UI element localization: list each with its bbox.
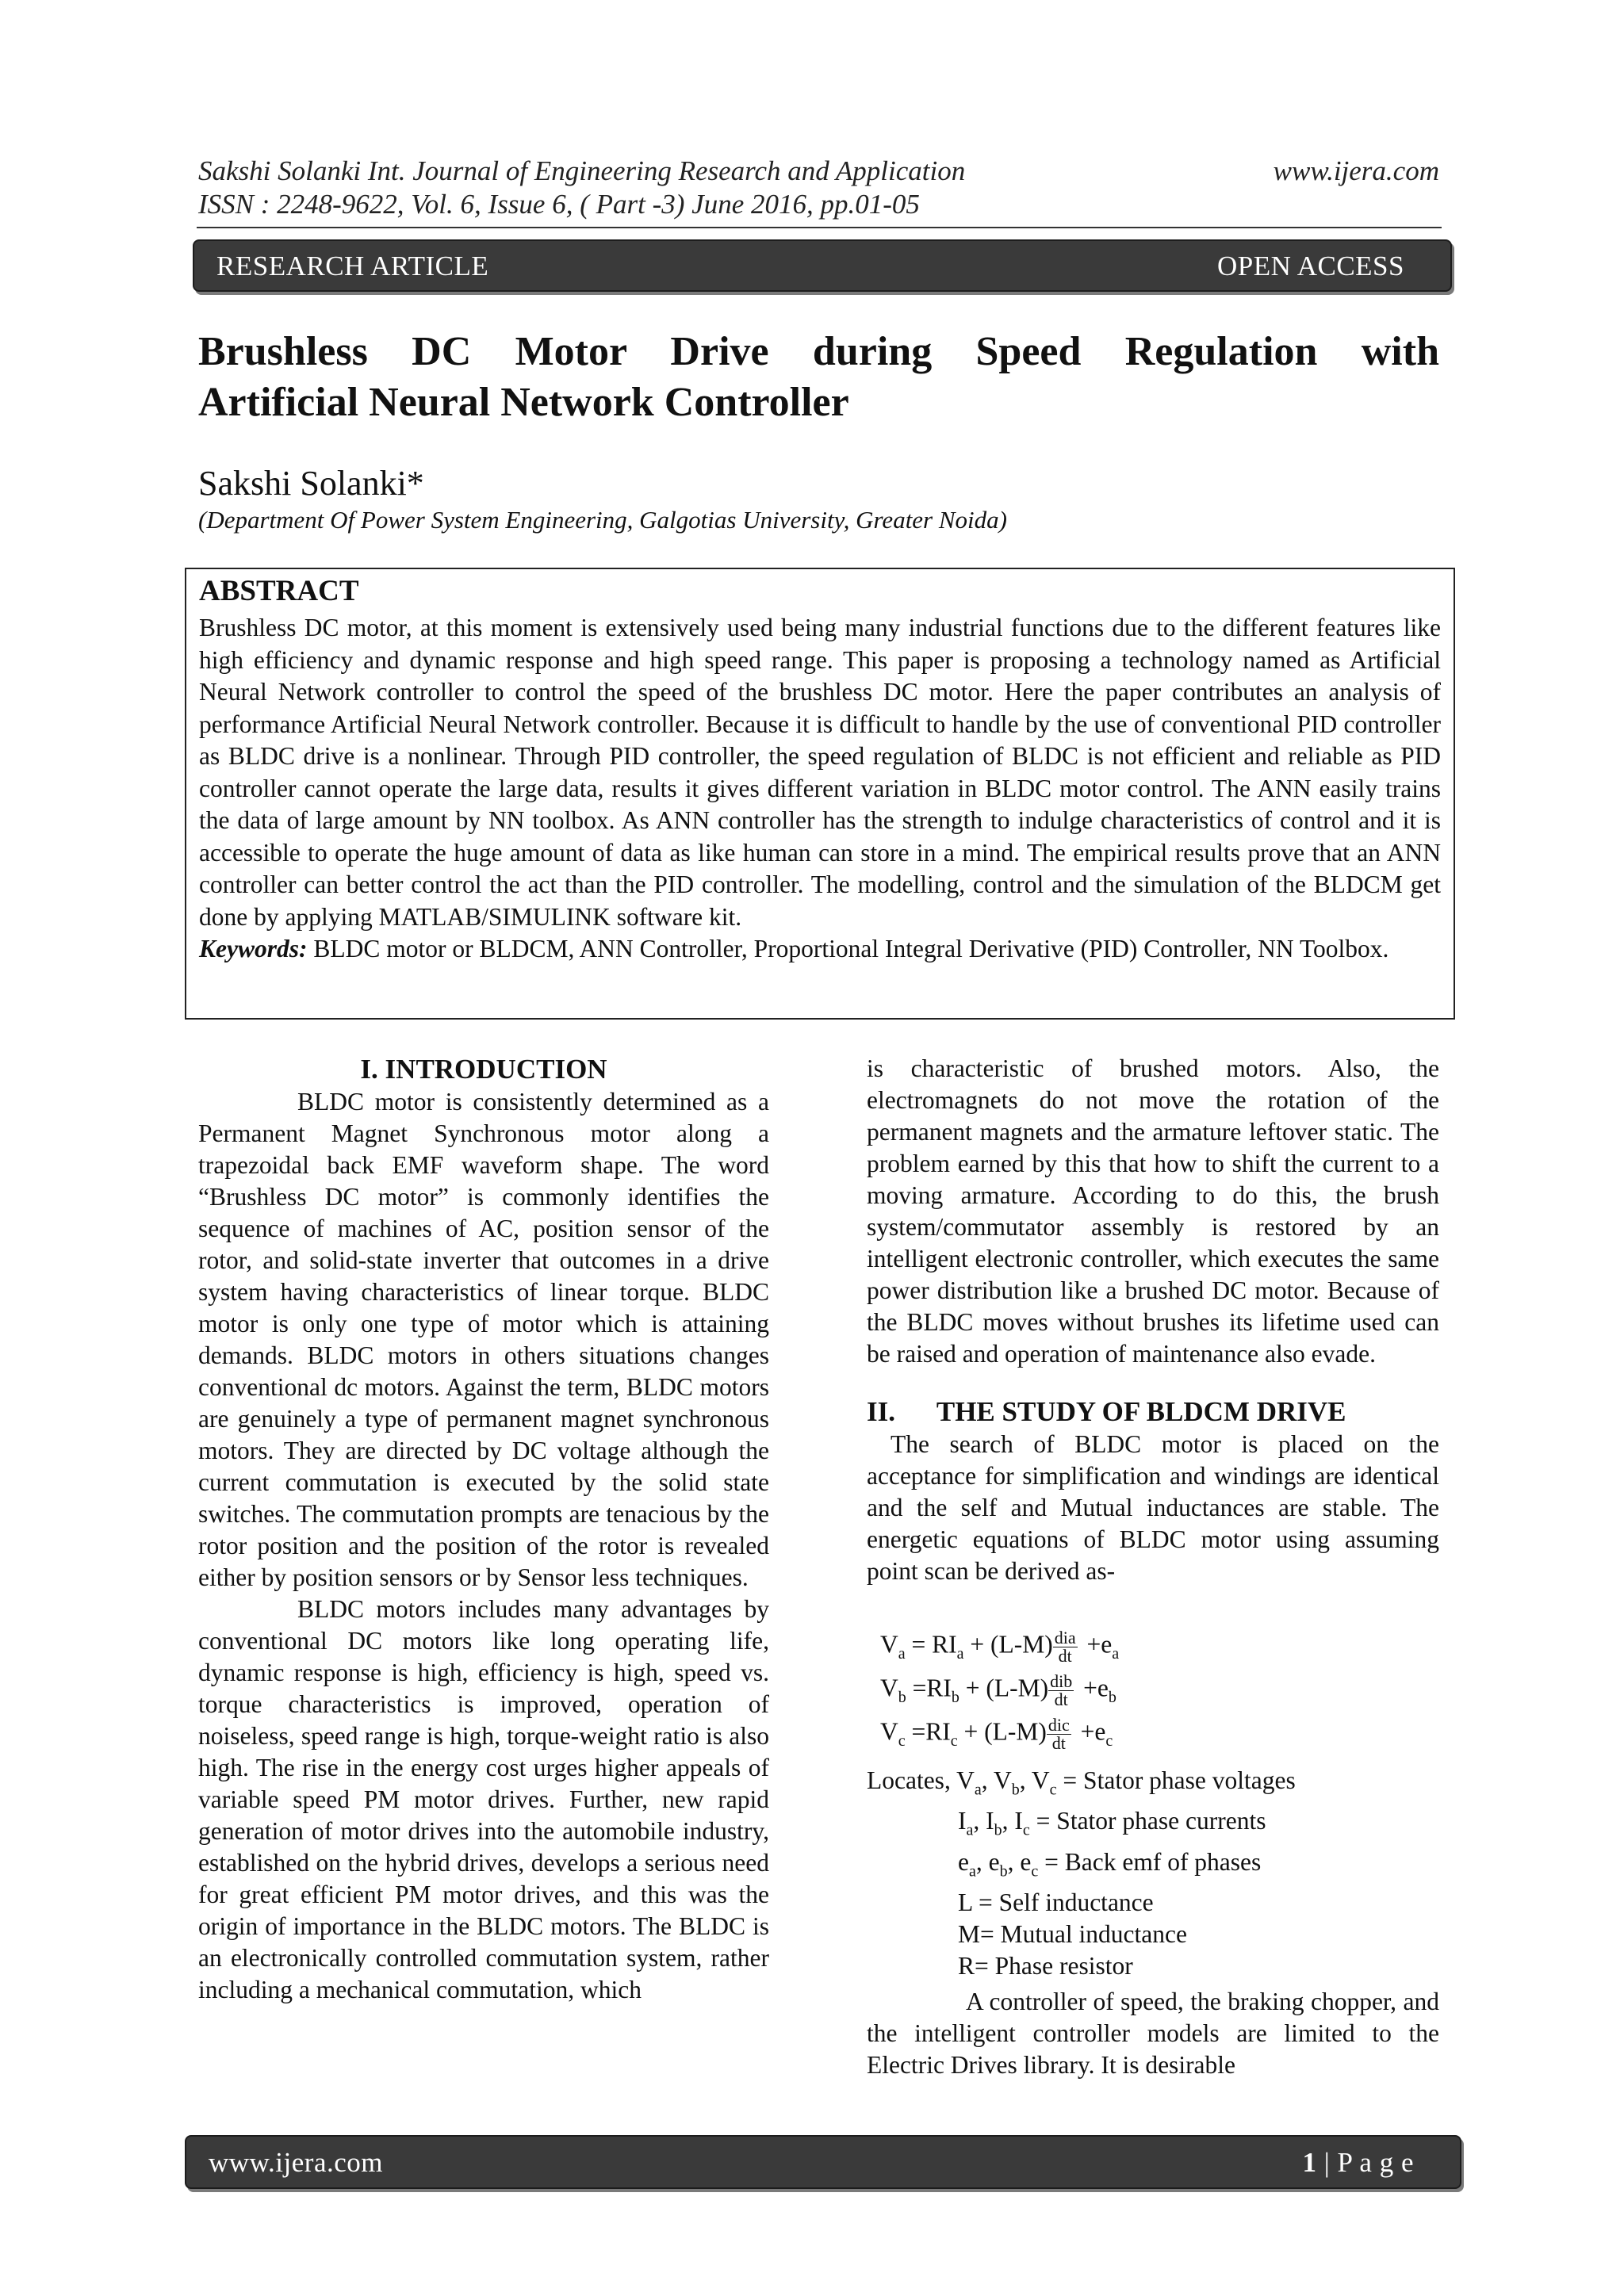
author-name: Sakshi Solanki* bbox=[198, 464, 424, 503]
variable-definitions bbox=[867, 1765, 1296, 1982]
section-1-heading: I. INTRODUCTION bbox=[360, 1054, 607, 1085]
research-article-label: RESEARCH ARTICLE bbox=[216, 251, 489, 281]
open-access-label: OPEN ACCESS bbox=[1217, 251, 1404, 281]
keywords-text: BLDC motor or BLDCM, ANN Controller, Proportional Integral Derivative (PID) Controller, NN Toolbox. bbox=[307, 935, 1389, 962]
issn-line: ISSN : 2248-9622, Vol. 6, Issue 6, ( Part -3) June 2016, pp.01-05 bbox=[198, 189, 920, 220]
section-2-heading: II. THE STUDY OF BLDCM DRIVE bbox=[867, 1396, 1346, 1427]
def-mutual-inductance: M= Mutual inductance bbox=[958, 1919, 1187, 1948]
def-currents: $I_a$, $I_b$, $I_c$ = Stator phase currents bbox=[958, 1807, 1266, 1839]
abstract-heading: ABSTRACT bbox=[199, 575, 359, 607]
equation-vc: $V_c =RI_c + (L-M)$ $\frac{\text{dic}}{dt}$ $+e_c$ bbox=[880, 1715, 1113, 1753]
page-number: 1 | P a g e bbox=[1302, 2147, 1414, 2178]
abstract-box bbox=[185, 568, 1455, 1020]
abstract-text bbox=[199, 612, 1441, 966]
def-phase-resistor: R= Phase resistor bbox=[958, 1951, 1133, 1980]
right-column-bottom bbox=[867, 1986, 1439, 2081]
footer-site: www.ijera.com bbox=[209, 2147, 383, 2178]
intro-paragraph-2: BLDC motors includes many advantages by conventional DC motors like long operating life, dynamic response is high, efficiency is high, speed vs. torque characteristics is improved, operation of noiseless, speed range is high, torque-weight ratio is also high. The rise in the energy cost urges higher appeals of variable speed PM motor drives. Further, new rapid generation of motor drives into the automobile industry, established on the hybrid drives, develops a serious need for great efficient PM motor drives, and this was the origin of importance in the BLDC motors. The BLDC is an electronically controlled commutation system, rather including a mechanical commutation, which bbox=[198, 1595, 769, 2003]
article-type-banner bbox=[193, 239, 1452, 292]
footer-bar bbox=[185, 2135, 1461, 2189]
title-line-2: Artificial Neural Network Controller bbox=[198, 380, 849, 425]
equation-va: $V_a = RI_a + (L-M)$ $\frac{\text{dia}}{dt}$ $+e_a$ bbox=[880, 1628, 1120, 1666]
author-affiliation: (Department Of Power System Engineering, Galgotias University, Greater Noida) bbox=[198, 506, 1007, 534]
header-rule bbox=[197, 227, 1442, 228]
def-back-emf: $e_a$, $e_b$, $e_c$ = Back emf of phases bbox=[958, 1847, 1262, 1880]
journal-line: Sakshi Solanki Int. Journal of Engineering Research and Application bbox=[198, 155, 966, 186]
left-column bbox=[198, 1053, 769, 2006]
equation-vb: $V_b =RI_b + (L-M)$ $\frac{\text{dib}}{dt}$ $+e_b$ bbox=[880, 1671, 1116, 1709]
abstract-body: Brushless DC motor, at this moment is extensively used being many industrial functions due to the different features like high efficiency and dynamic response and high speed range. This paper is proposing a technology named as Artificial Neural Network controller to control the speed of the brushless DC motor. Here the paper contributes an analysis of performance Artificial Neural Network controller. Because it is difficult to handle by the use of conventional PID controller as BLDC drive is a nonlinear. Through PID controller, the speed regulation of BLDC is not efficient and reliable as PID controller cannot operate the large data, results it gives different variation in BLDC motor control. The ANN easily trains the data of large amount by NN toolbox. As ANN controller has the strength to indulge characteristics of control and it is accessible to operate the huge amount of data as like human can store in a mind. The empirical results prove that an ANN controller can better control the act than the PID controller. The modelling, control and the simulation of the BLDCM get done by applying MATLAB/SIMULINK software kit. bbox=[199, 614, 1441, 931]
right-column-top bbox=[867, 1053, 1439, 1587]
keywords-label: Keywords: bbox=[199, 935, 308, 962]
intro-paragraph-1: BLDC motor is consistently determined as a Permanent Magnet Synchronous motor along a trapezoidal back EMF waveform shape. The word “Brushless DC motor” is commonly identifies the sequence of machines of AC, position sensor of the rotor, and solid-state inverter that outcomes in a drive system having characteristics of linear torque. BLDC motor is only one type of motor which is attaining demands. BLDC motors in others situations changes conventional dc motors. Against the term, BLDC motors are genuinely a type of permanent magnet synchronous motors. They are directed by DC voltage although the current commutation is executed by the solid state switches. The commutation prompts are tenacious by the rotor position and the position of the rotor is revealed either by position sensors or by Sensor less techniques. bbox=[198, 1088, 769, 1591]
journal-site: www.ijera.com bbox=[1273, 155, 1439, 186]
intro-paragraph-3: is characteristic of brushed motors. Also, the electromagnets do not move the rotation of the permanent magnets and the armature leftover static. The problem earned by this that how to shift the current to a moving armature. According to do this, the brush system/commutator assembly is restored by an intelligent electronic controller, which executes the same power distribution like a brushed DC motor. Because of the BLDC moves without brushes its lifetime used can be raised and operation of maintenance also evade. bbox=[867, 1054, 1439, 1368]
def-self-inductance: L = Self inductance bbox=[958, 1888, 1154, 1916]
def-voltages: Locates, $V_a$, $V_b$, $V_c$ = Stator phase voltages bbox=[867, 1766, 1296, 1799]
study-paragraph-2: A controller of speed, the braking chopper, and the intelligent controller models are limited to the Electric Drives library. It is desirable bbox=[867, 1988, 1439, 2079]
paper-title bbox=[198, 327, 1439, 428]
study-paragraph-1: The search of BLDC motor is placed on the acceptance for simplification and windings are identical and the self and Mutual inductances are stable. The energetic equations of BLDC motor using assuming point scan be derived as- bbox=[867, 1430, 1439, 1585]
title-line-1: Brushless DC Motor Drive during Speed Regulation with bbox=[198, 329, 1439, 374]
